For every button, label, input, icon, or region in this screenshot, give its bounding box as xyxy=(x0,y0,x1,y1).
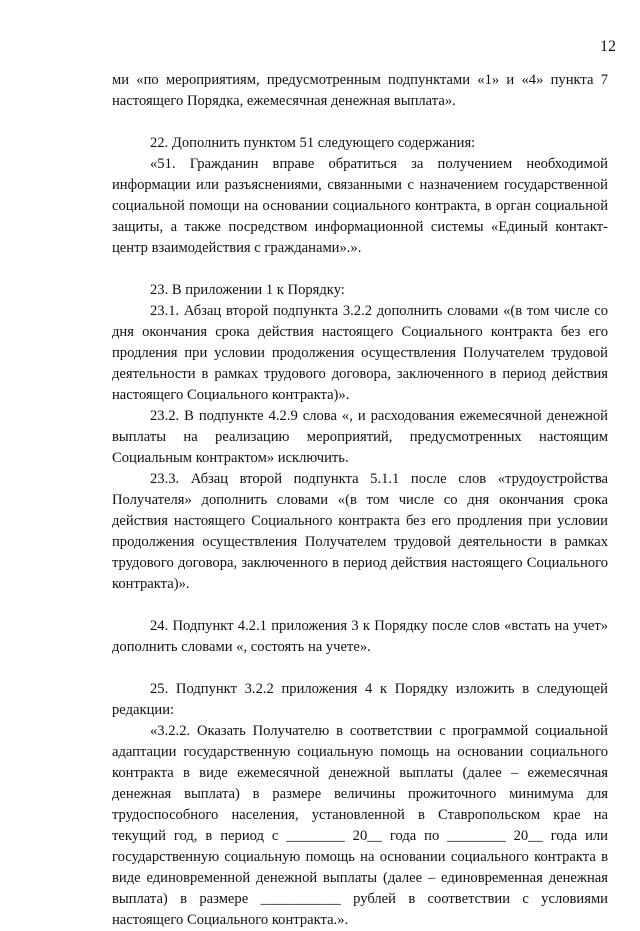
spacer xyxy=(112,595,608,616)
paragraph-item-23-3: 23.3. Абзац второй подпункта 5.1.1 после слов «трудоустройства Получателя» дополнить словами «(в том числе со дня окончания срока действия настоящего Социального контракта без его продления при условии продолжения осуществления Получателем трудовой деятельности в рамках трудового договора, заключенного в период действия настоящего Социального контракта)». xyxy=(112,471,608,592)
page-number: 12 xyxy=(600,38,616,55)
document-body xyxy=(112,70,608,931)
spacer xyxy=(112,259,608,280)
paragraph-item-23-2: 23.2. В подпункте 4.2.9 слова «, и расходования ежемесячной денежной выплаты на реализацию мероприятий, предусмотренных настоящим Социальным контрактом» исключить. xyxy=(112,408,608,466)
paragraph-item-22: 22. Дополнить пунктом 51 следующего содержания: xyxy=(150,135,476,151)
paragraph-item-24: 24. Подпункт 4.2.1 приложения 3 к Порядку после слов «встать на учет» дополнить словами «, состоять на учете». xyxy=(112,618,608,655)
paragraph-item-25: 25. Подпункт 3.2.2 приложения 4 к Порядку изложить в следующей редакции: xyxy=(112,681,608,718)
paragraph-item-23: 23. В приложении 1 к Порядку: xyxy=(150,282,345,298)
spacer xyxy=(112,658,608,679)
paragraph-item-3-2-2-text: «3.2.2. Оказать Получателю в соответствии с программой социальной адаптации государственную социальную помощь на основании социального контракта в виде ежемесячной денежной выплаты (далее – ежемесячная денежная выплата) в размере величины прожиточного минимума для трудоспособного населения, установленной в Ставропольском крае на текущий год, в период с ________ 20__ года по ________ 20__ года или государственную социальную помощь на основании социального контракта в виде единовременной денежной выплаты (далее – единовременная денежная выплата) в размере ___________ рублей в соответствии с условиями настоящего Социального контракта.». xyxy=(112,723,608,928)
paragraph-continuation: ми «по мероприятиям, предусмотренным подпунктами «1» и «4» пункта 7 настоящего Порядка, ежемесячная денежная выплата». xyxy=(112,72,608,109)
spacer xyxy=(112,112,608,133)
paragraph-item-23-1: 23.1. Абзац второй подпункта 3.2.2 дополнить словами «(в том числе со дня окончания срока действия настоящего Социального контракта без его продления при условии продолжения осуществления Получателем трудовой деятельности в рамках трудового договора, заключенного в период действия настоящего Социального контракта)». xyxy=(112,303,608,403)
paragraph-item-51-text: «51. Гражданин вправе обратиться за получением необходимой информации или разъяснениями, связанными с назначением государственной социальной помощи на основании социального контракта, в орган социальной защиты, а также посредством информационной системы «Единый контакт-центр взаимодействия с гражданами».». xyxy=(112,156,608,256)
